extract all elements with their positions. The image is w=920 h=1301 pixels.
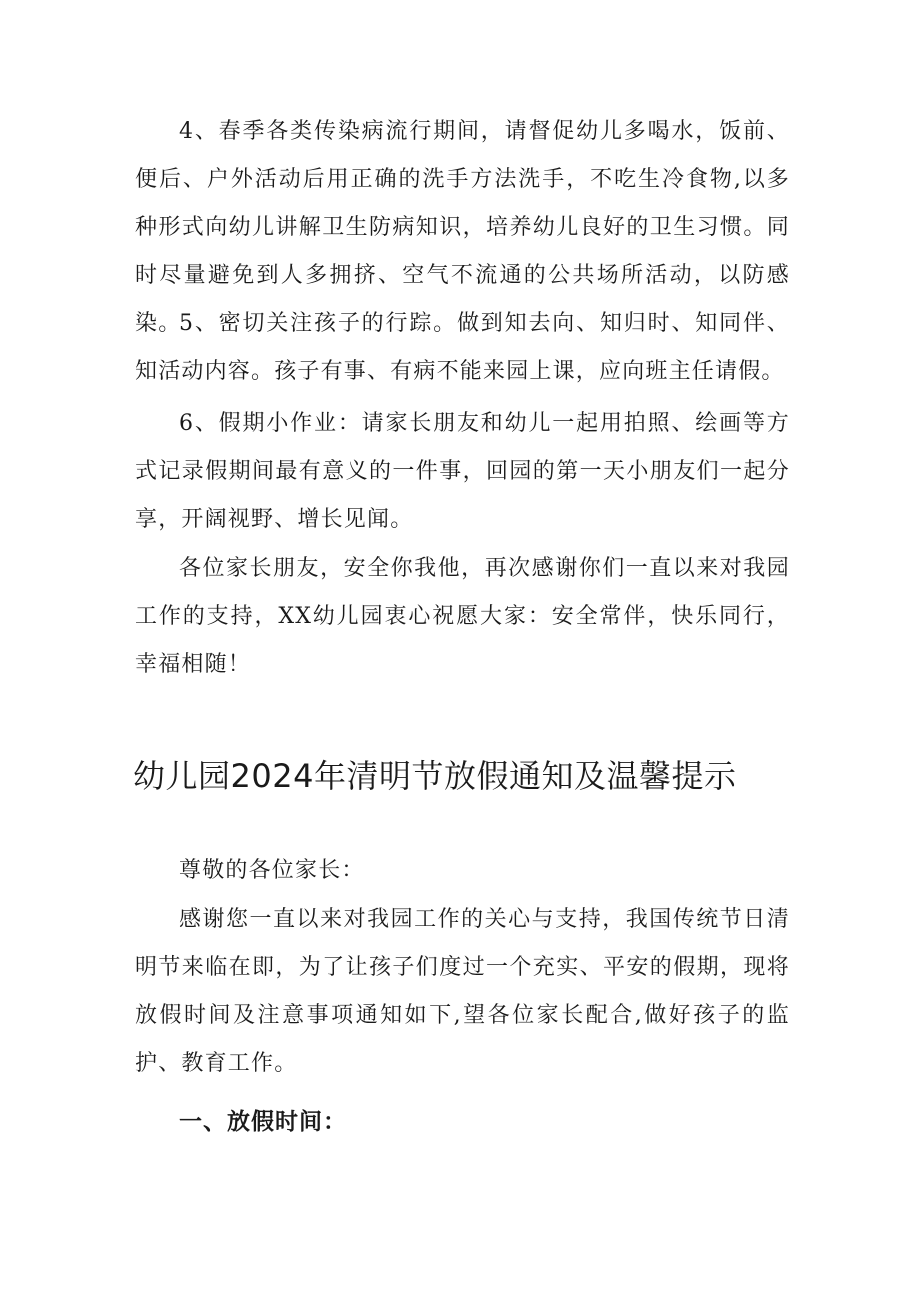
paragraph-item-5: 5、密切关注孩子的行踪。做到知去向、知归时、知同伴、知活动内容。孩子有事、有病不能来园上课，应向班主任请假。 (135, 311, 790, 384)
paragraph-item-6: 6、假期小作业：请家长朋友和幼儿一起用拍照、绘画等方式记录假期间最有意义的一件事，回园的第一天小朋友们一起分享，开阔视野、增长见闻。 (135, 411, 790, 532)
paragraph-item-4: 4、春季各类传染病流行期间，请督促幼儿多喝水，饭前、便后、户外活动后用正确的洗手方法洗手，不吃生冷食物,以多种形式向幼儿讲解卫生防病知识，培养幼儿良好的卫生习惯。同时尽量避免到人多拥挤、空气不流通的公共场所活动，以防感染。 (135, 119, 790, 336)
section-heading-holiday-time: 一、放假时间： (179, 1109, 347, 1135)
notice-title: 幼儿园2024年清明节放假通知及温馨提示 (133, 757, 737, 795)
notice-intro: 感谢您一直以来对我园工作的关心与支持，我国传统节日清明节来临在即，为了让孩子们度过一个充实、平安的假期，现将放假时间及注意事项通知如下,望各位家长配合,做好孩子的监护、教育工作。 (135, 907, 790, 1076)
notice-greeting: 尊敬的各位家长： (179, 858, 365, 883)
paragraph-closing: 各位家长朋友，安全你我他，再次感谢你们一直以来对我园工作的支持，XX幼儿园衷心祝愿大家：安全常伴，快乐同行，幸福相随！ (135, 556, 790, 677)
